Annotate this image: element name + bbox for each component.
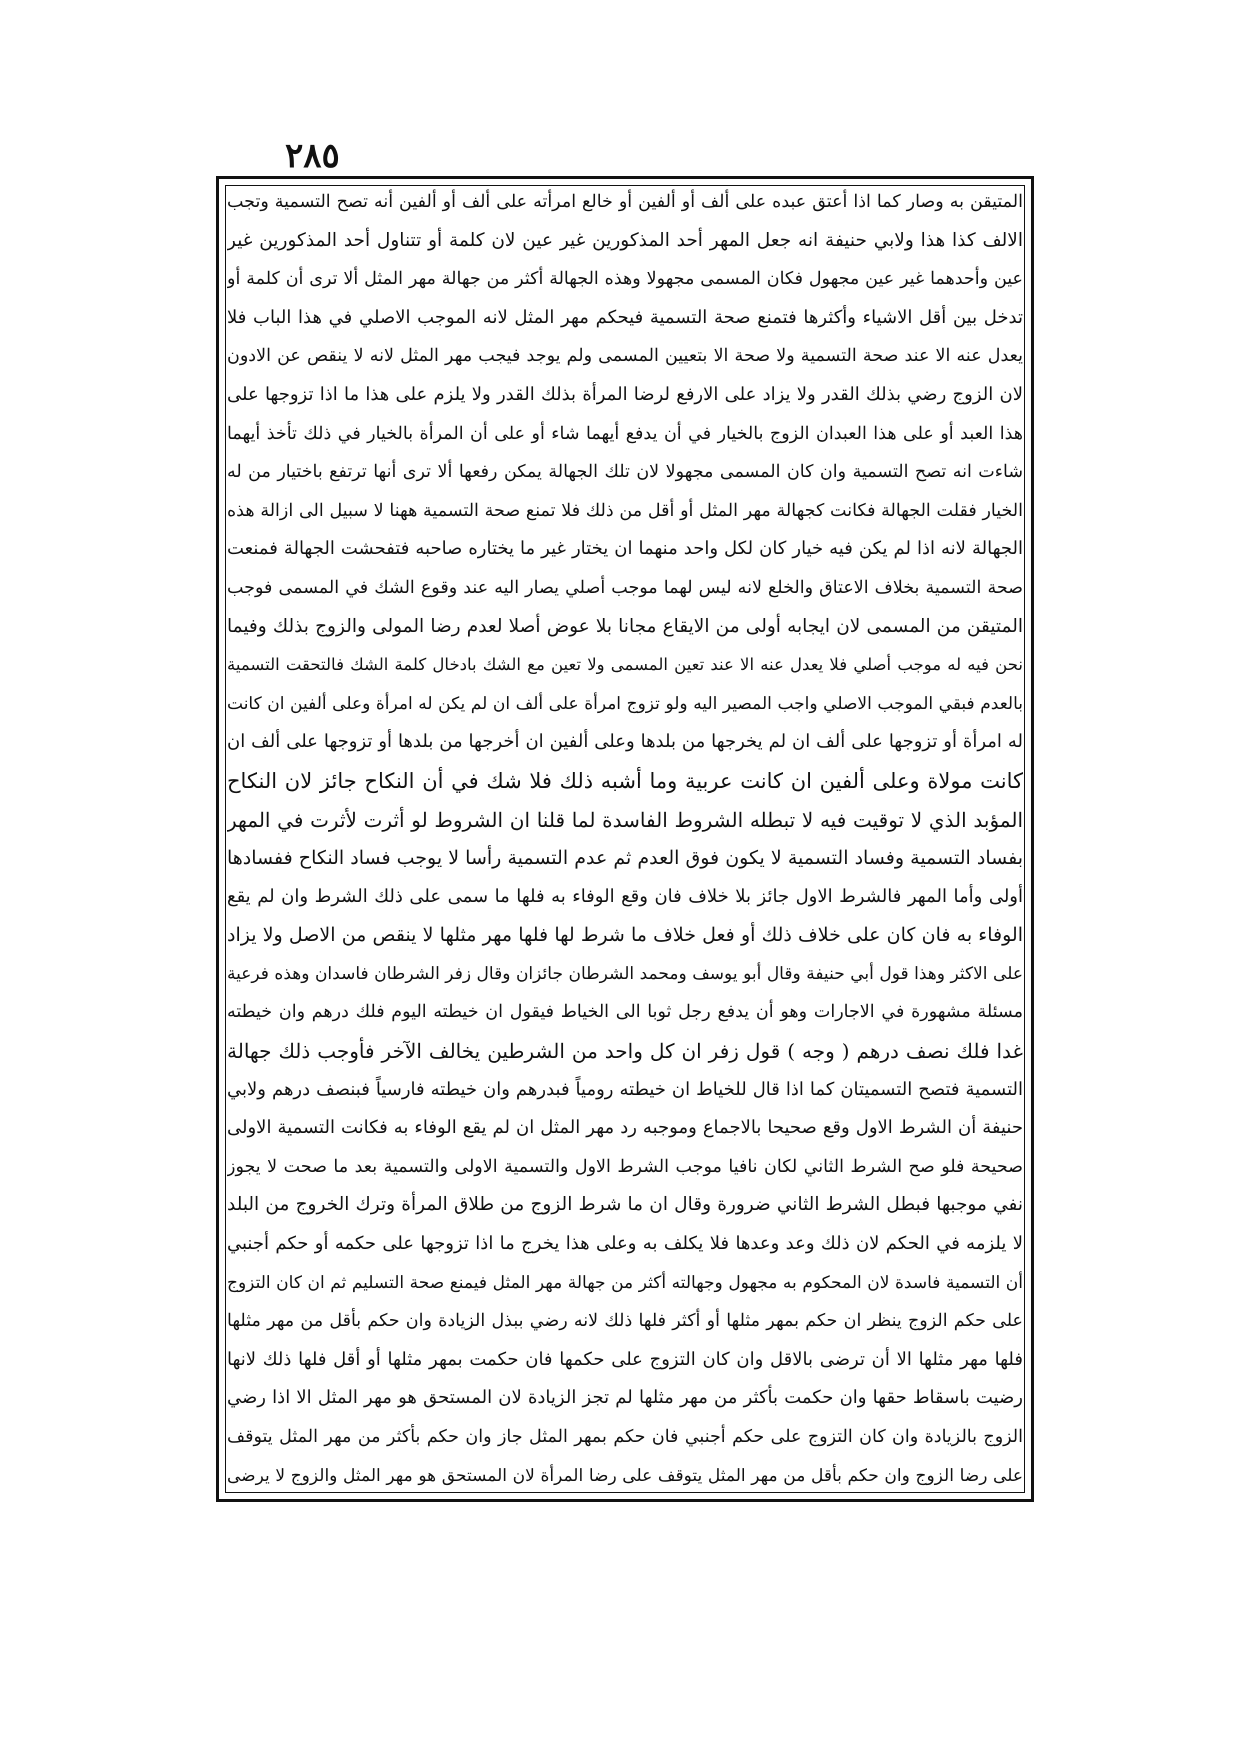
- text-line: على حكم الزوج ينظر ان حكم بمهر مثلها أو أكثر فلها ذلك لانه رضي ببذل الزيادة وان حكم بأقل من مهر مثلها: [227, 1311, 1023, 1332]
- text-line: رضيت باسقاط حقها وان حكمت بأكثر من مهر مثلها لم تجز الزيادة لان المستحق هو مهر المثل الا اذا رضي: [227, 1387, 1023, 1409]
- text-line: على الاكثر وهذا قول أبي حنيفة وقال أبو يوسف ومحمد الشرطان جائزان وقال زفر الشرطان فاسدان وهذه فرعية: [227, 963, 1023, 984]
- text-line: له امرأة أو تزوجها على ألف ان لم يخرجها من بلدها وعلى ألفين ان أخرجها من بلدها أو تزوجها على ألف ان: [227, 731, 1023, 753]
- page-number: ٢٨٥: [285, 136, 340, 176]
- text-line: حنيفة أن الشرط الاول وقع صحيحا بالاجماع وموجبه رد مهر المثل ان لم يقع الوفاء به فكانت التسمية الاولى: [227, 1117, 1023, 1139]
- text-frame: [216, 176, 1034, 1502]
- text-line: نحن فيه له موجب أصلي فلا يعدل عنه الا عند تعين المسمى ولا تعين مع الشك بادخال كلمة الشك فالتحقت التسمية: [227, 655, 1023, 675]
- text-line: يعدل عنه الا عند صحة التسمية ولا صحة الا بتعيين المسمى ولم يوجد فيجب مهر المثل لانه لا ينقص عن الادون: [227, 346, 1023, 367]
- text-line: كانت مولاة وعلى ألفين ان كانت عربية وما أشبه ذلك فلا شك في أن النكاح جائز لان النكاح: [227, 768, 1023, 793]
- text-line: المتيقن به وصار كما اذا أعتق عبده على ألف أو ألفين أو خالع امرأته على ألف أو ألفين أنه تصح التسمية وتجب: [227, 192, 1023, 212]
- text-line: غدا فلك نصف درهم ( وجه ) قول زفر ان كل واحد من الشرطين يخالف الآخر فأوجب ذلك جهالة: [227, 1039, 1023, 1064]
- text-line: التسمية فتصح التسميتان كما اذا قال للخياط ان خيطته رومياً فبدرهم وان خيطته فارسياً فبنصف درهم ولابي: [227, 1078, 1023, 1100]
- text-line: أولى وأما المهر فالشرط الاول جائز بلا خلاف فان وقع الوفاء به فلها ما سمى على ذلك الشرط وان لم يقع: [227, 885, 1023, 907]
- text-line: شاءت انه تصح التسمية وان كان المسمى مجهولا لان تلك الجهالة يمكن رفعها ألا ترى أنها ترتفع باختيار من له: [227, 462, 1023, 483]
- text-line: الجهالة لانه اذا لم يكن فيه خيار كان لكل واحد منهما ان يختار غير ما يختاره صاحبه فتفحشت الجهالة فمنعت: [227, 538, 1023, 560]
- text-line: المتيقن من المسمى لان ايجابه أولى من الايقاع مجانا بلا عوض أصلا لعدم رضا المولى والزوج بذلك وفيما: [227, 615, 1023, 637]
- text-line: على رضا الزوج وان حكم بأقل من مهر المثل يتوقف على رضا المرأة لان المستحق هو مهر المثل والزوج لا يرضى: [227, 1465, 1023, 1486]
- text-line: فلها مهر مثلها الا أن ترضى بالاقل وان كان التزوج على حكمها فان حكمت بمهر مثلها أو أقل فلها ذلك لانها: [227, 1348, 1023, 1370]
- text-line: هذا العبد أو على هذا العبدان الزوج بالخيار في أن يدفع أيهما شاء أو على أن المرأة بالخيار في ذلك تأخذ أيهما: [227, 423, 1023, 444]
- text-line: بالعدم فبقي الموجب الاصلي واجب المصير اليه ولو تزوج امرأة على ألف ان لم يكن له امرأة وعلى ألفين ان كانت: [227, 693, 1023, 714]
- text-line: مسئلة مشهورة في الاجارات وهو أن يدفع رجل ثوبا الى الخياط فيقول ان خيطته اليوم فلك درهم وان خيطته: [227, 1002, 1023, 1023]
- text-line: لا يلزمه في الحكم لان ذلك وعد وعدها فلا يكلف به وعلى هذا يخرج ما اذا تزوجها على حكمه أو حكم أجنبي: [227, 1233, 1023, 1255]
- text-line: تدخل بين أقل الاشياء وأكثرها فتمنع صحة التسمية فيحكم مهر المثل لانه الموجب الاصلي في هذا الباب فلا: [227, 306, 1023, 328]
- text-line: الوفاء به فان كان على خلاف ذلك أو فعل خلاف ما شرط لها فلها مهر مثلها لا ينقص من الاصل ولا يزاد: [227, 924, 1023, 947]
- text-line: صحيحة فلو صح الشرط الثاني لكان نافيا موجب الشرط الاول والتسمية الاولى والتسمية بعد ما صحت لا يجوز: [227, 1156, 1023, 1177]
- text-line: أن التسمية فاسدة لان المحكوم به مجهول وجهالته أكثر من جهالة مهر المثل فيمنع صحة التسليم ثم ان كان التزوج: [227, 1272, 1023, 1293]
- text-line: لان الزوج رضي بذلك القدر ولا يزاد على الارفع لرضا المرأة بذلك القدر ولا يلزم على هذا ما اذا تزوجها على: [227, 383, 1023, 405]
- text-line: صحة التسمية بخلاف الاعتاق والخلع لانه ليس لهما موجب أصلي يصار اليه عند وقوع الشك في المسمى فوجب: [227, 577, 1023, 598]
- text-line: عين وأحدهما غير عين مجهول فكان المسمى مجهولا وهذه الجهالة أكثر من جهالة مهر المثل ألا ترى أن كلمة أو: [227, 269, 1023, 290]
- text-line: الزوج بالزيادة وان كان التزوج على حكم أجنبي فان حكم بمهر المثل جاز وان حكم بأكثر من مهر المثل يتوقف: [227, 1427, 1023, 1447]
- text-line: نفي موجبها فبطل الشرط الثاني ضرورة وقال ان ما شرط الزوج من طلاق المرأة وترك الخروج من البلد: [227, 1194, 1023, 1216]
- text-line: بفساد التسمية وفساد التسمية لا يكون فوق العدم ثم عدم التسمية رأسا لا يوجب فساد النكاح ففسادها: [227, 847, 1023, 870]
- text-line: الخيار فقلت الجهالة فكانت كجهالة مهر المثل أو أقل من ذلك فلا تمنع صحة التسمية ههنا لا سبيل الى ازالة هذه: [227, 500, 1023, 521]
- text-line: المؤبد الذي لا توقيت فيه لا تبطله الشروط الفاسدة لما قلنا ان الشروط لو أثرت لأثرت في المهر: [227, 807, 1023, 832]
- text-line: الالف كذا هذا ولابي حنيفة انه جعل المهر أحد المذكورين غير عين لان كلمة أو تتناول أحد المذكورين غير: [227, 229, 1023, 251]
- page-text: [227, 185, 1023, 1493]
